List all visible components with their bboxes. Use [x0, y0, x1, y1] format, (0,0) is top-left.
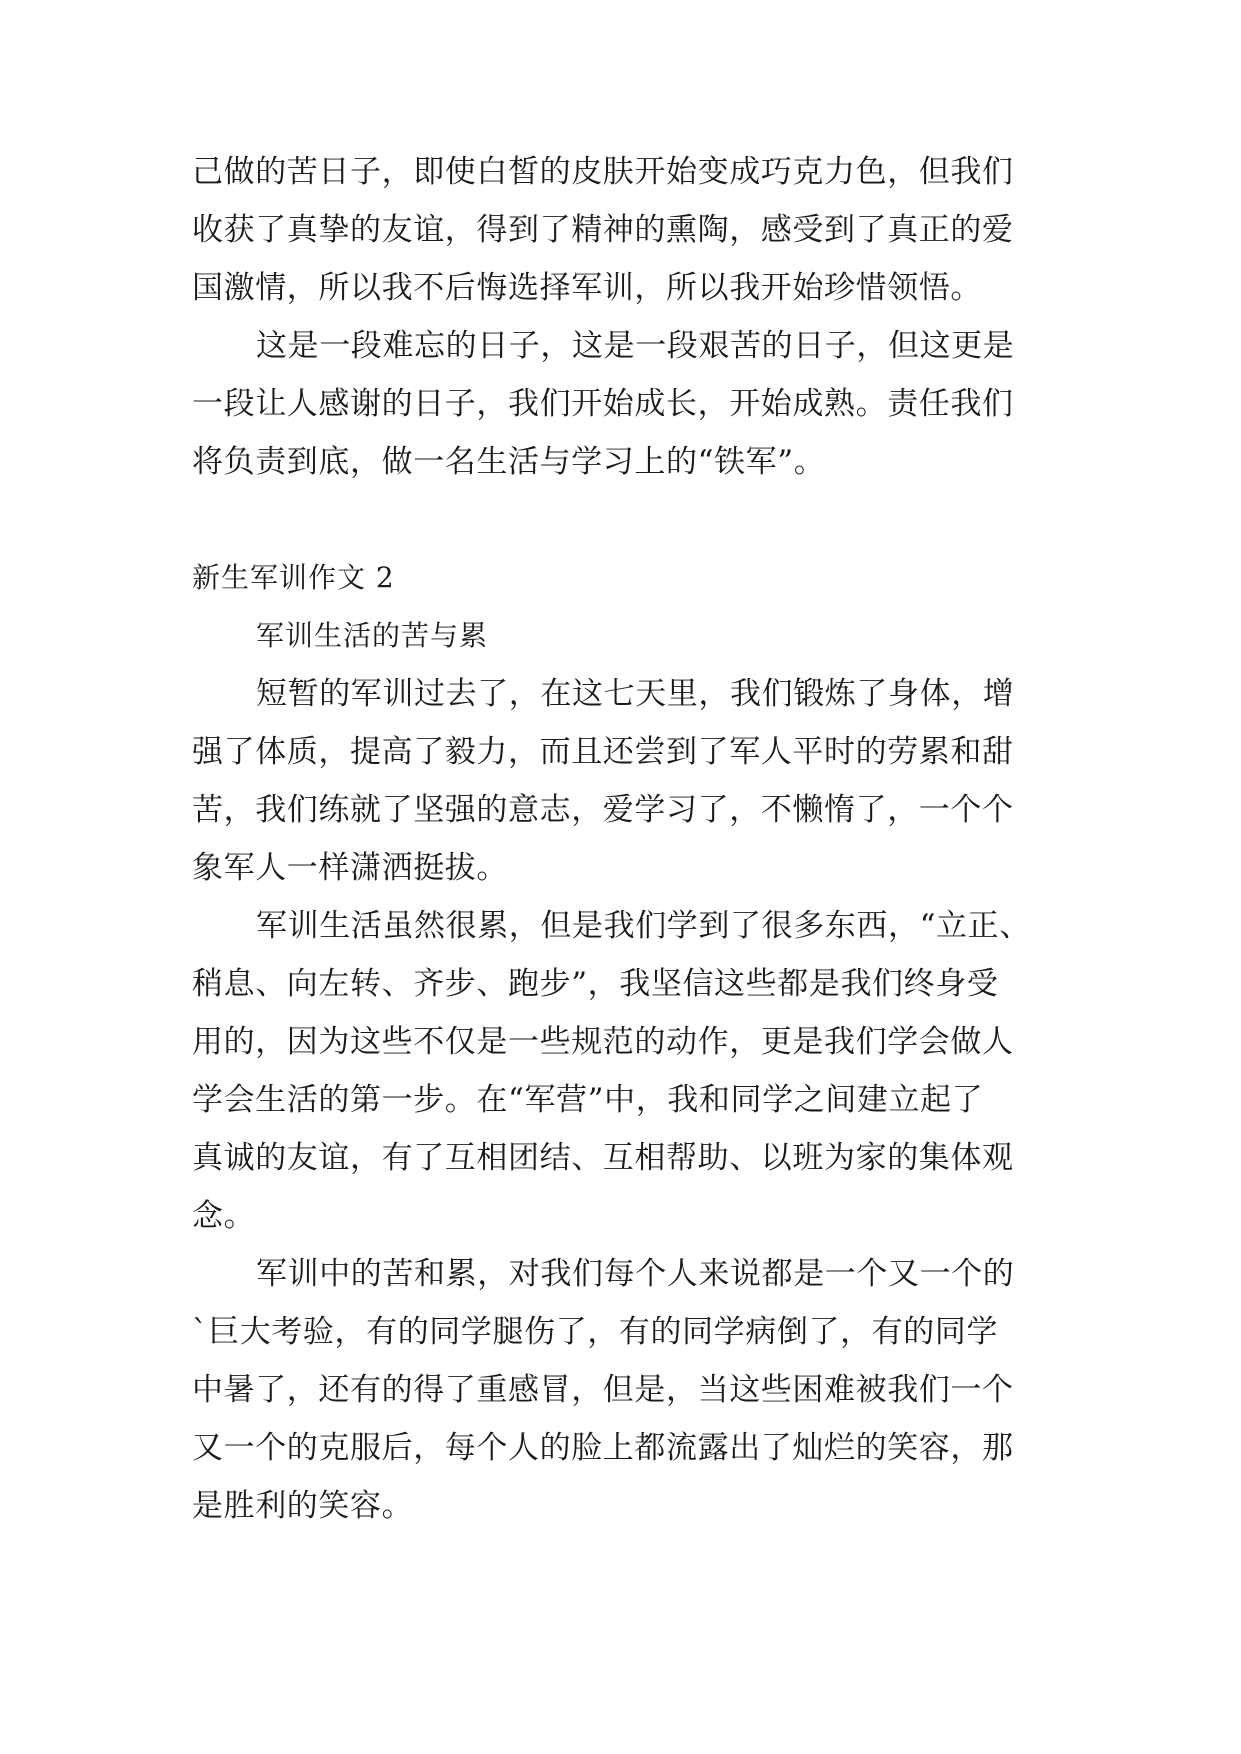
paragraph-line: `巨大考验，有的同学腿伤了，有的同学病倒了，有的同学 [192, 1314, 999, 1350]
essay-title: 军训生活的苦与累 [256, 619, 489, 652]
paragraph-line: 是胜利的笑容。 [192, 1488, 414, 1524]
paragraph-line: 己做的苦日子，即使白皙的皮肤开始变成巧克力色，但我们 [192, 154, 1014, 190]
paragraph-line: 将负责到底，做一名生活与学习上的“铁军”。 [192, 444, 826, 480]
paragraph-line: 一段让人感谢的日子，我们开始成长，开始成熟。责任我们 [192, 386, 1014, 422]
paragraph-line: 真诚的友谊，有了互相团结、互相帮助、以班为家的集体观 [192, 1140, 1014, 1176]
paragraph-line: 军训中的苦和累，对我们每个人来说都是一个又一个的 [256, 1256, 1015, 1292]
paragraph-line: 这是一段难忘的日子，这是一段艰苦的日子，但这更是 [256, 328, 1015, 364]
paragraph-line: 稍息、向左转、齐步、跑步”，我坚信这些都是我们终身受 [192, 966, 999, 1002]
paragraph-line: 军训生活虽然很累，但是我们学到了很多东西，“立正、 [256, 908, 1031, 944]
paragraph-line: 念。 [192, 1198, 256, 1234]
paragraph-line: 学会生活的第一步。在“军营”中，我和同学之间建立起了 [192, 1082, 984, 1118]
paragraph-line: 收获了真挚的友谊，得到了精神的熏陶，感受到了真正的爱 [192, 212, 1014, 248]
paragraph-line: 国激情，所以我不后悔选择军训，所以我开始珍惜领悟。 [192, 270, 982, 306]
paragraph-line: 用的，因为这些不仅是一些规范的动作，更是我们学会做人 [192, 1024, 1014, 1060]
paragraph-line: 中暑了，还有的得了重感冒，但是，当这些困难被我们一个 [192, 1372, 1014, 1408]
paragraph-line: 又一个的克服后，每个人的脸上都流露出了灿烂的笑容，那 [192, 1430, 1014, 1466]
section-title: 新生军训作文 2 [192, 561, 395, 594]
paragraph-line: 苦，我们练就了坚强的意志，爱学习了，不懒惰了，一个个 [192, 792, 1014, 828]
paragraph-line: 短暂的军训过去了，在这七天里，我们锻炼了身体，增 [256, 676, 1015, 712]
paragraph-line: 强了体质，提高了毅力，而且还尝到了军人平时的劳累和甜 [192, 734, 1014, 770]
paragraph-line: 象军人一样潇洒挺拔。 [192, 850, 508, 886]
